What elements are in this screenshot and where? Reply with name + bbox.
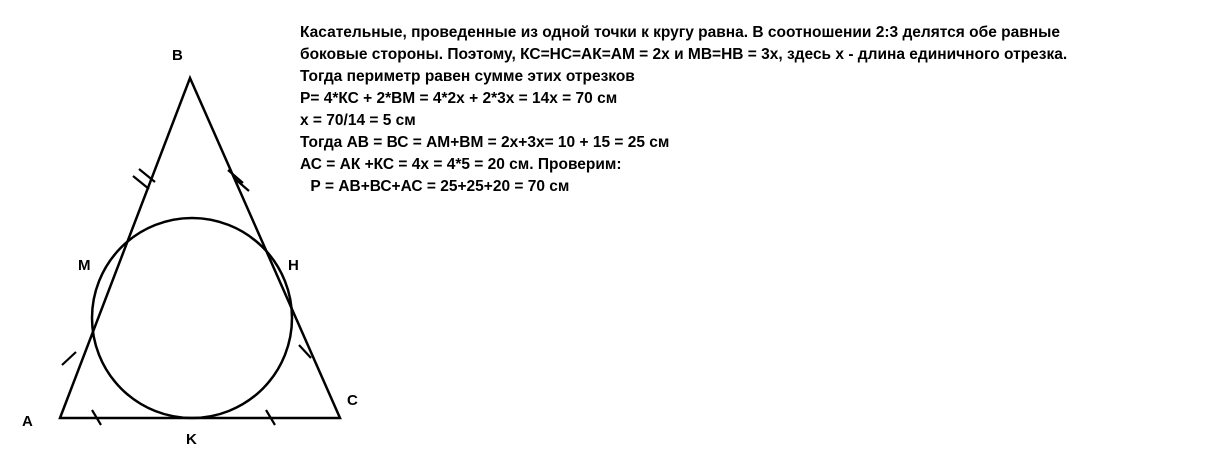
tick-single-am (62, 352, 76, 365)
solution-line: х = 70/14 = 5 см (300, 112, 416, 129)
vertex-label-a: A (22, 413, 33, 430)
point-label-m: M (78, 257, 91, 274)
solution-line: боковые стороны. Поэтому, КС=НС=АК=АМ = 2х и МВ=НВ = 3х, здесь х - длина единичного отрезка. (300, 46, 1068, 63)
solution-line: Тогда периметр равен сумме этих отрезков (300, 68, 635, 85)
solution-line: АС = АК +КС = 4х = 4*5 = 20 см. Проверим: (300, 156, 622, 173)
solution-line: Тогда АВ = ВС = АМ+ВМ = 2х+3х= 10 + 15 = 25 см (300, 134, 670, 151)
solution-line: Касательные, проведенные из одной точки к кругу равна. В соотношении 2:3 делятся обе равные (300, 24, 1060, 41)
solution-text (300, 22, 1210, 198)
vertex-label-c: C (347, 392, 358, 409)
inscribed-circle (92, 218, 292, 418)
vertex-label-b: B (172, 47, 183, 64)
solution-line: Р = АВ+ВС+АС = 25+25+20 = 70 см (306, 178, 570, 195)
triangle-outline (60, 78, 340, 418)
solution-line: Р= 4*КС + 2*ВМ = 4*2х + 2*3х = 14х = 70 см (300, 90, 618, 107)
point-label-k: K (186, 431, 197, 448)
point-label-h: H (288, 257, 299, 274)
tick-double-ab (133, 169, 155, 189)
